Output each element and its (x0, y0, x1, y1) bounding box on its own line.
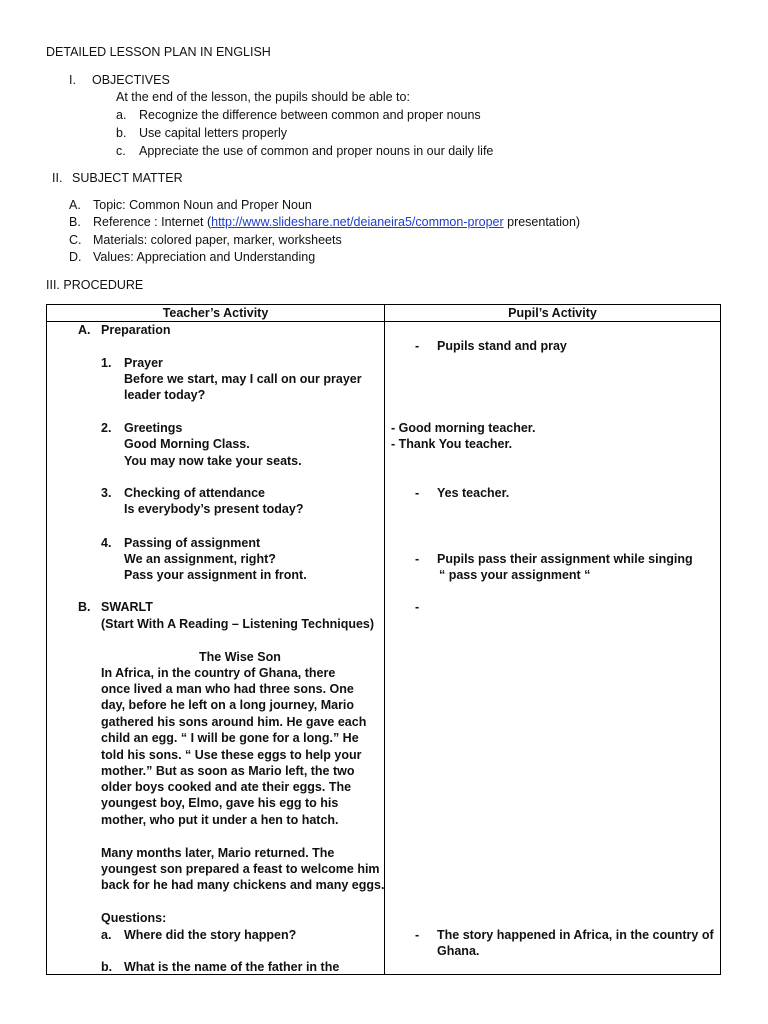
teacher-activity-header: Teacher’s Activity (162, 306, 269, 320)
prayer-number: 1. (101, 356, 112, 370)
pupil-activity-header: Pupil’s Activity (508, 306, 597, 320)
assignment-line-1: We an assignment, right? (124, 552, 276, 566)
pupil-assignment-dash: - (415, 552, 420, 566)
prayer-label: Prayer (124, 356, 163, 370)
reference-line (93, 214, 580, 230)
section-numeral-2: II. (52, 171, 63, 185)
objectives-heading: OBJECTIVES (92, 73, 170, 87)
prayer-line-2: leader today? (124, 388, 206, 402)
objective-item-c: Appreciate the use of common and proper nouns in our daily life (139, 144, 494, 158)
subject-matter-heading: SUBJECT MATTER (72, 171, 183, 185)
pupil-attendance-dash: - (415, 486, 420, 500)
story-line: youngest boy, Elmo, gave his egg to his (101, 796, 339, 810)
attendance-label: Checking of attendance (124, 486, 265, 500)
question-b-letter: b. (101, 960, 113, 974)
assignment-number: 4. (101, 536, 112, 550)
pupil-greeting-response-1: - Good morning teacher. (391, 421, 536, 435)
story-line: older boys cooked and ate their eggs. The (101, 780, 352, 794)
story-line: mother.” But as soon as Mario left, the two (101, 764, 355, 778)
story-line: told his sons. “ Use these eggs to help your (101, 748, 362, 762)
objectives-intro: At the end of the lesson, the pupils should be able to: (116, 90, 410, 104)
greetings-number: 2. (101, 421, 112, 435)
objective-letter-b: b. (116, 126, 127, 140)
objective-item-a: Recognize the difference between common and proper nouns (139, 108, 481, 122)
story-title: The Wise Son (199, 650, 281, 664)
story-line: back for he had many chickens and many eggs. (101, 878, 385, 892)
attendance-line-1: Is everybody’s present today? (124, 502, 304, 516)
procedure-table (46, 304, 721, 975)
preparation-letter: A. (78, 323, 91, 337)
reference-link[interactable]: http://www.slideshare.net/deianeira5/common-proper (211, 215, 504, 229)
materials-letter: C. (69, 233, 82, 247)
greetings-label: Greetings (124, 421, 183, 435)
story-line: day, before he left on a long journey, Mario (101, 698, 355, 712)
story-line: Many months later, Mario returned. The (101, 846, 335, 860)
page-title: DETAILED LESSON PLAN IN ENGLISH (46, 45, 271, 59)
pupil-greeting-response-2: - Thank You teacher. (391, 437, 513, 451)
story-line: once lived a man who had three sons. One (101, 682, 354, 696)
prayer-line-1: Before we start, may I call on our prayer (124, 372, 362, 386)
topic-letter: A. (69, 198, 81, 212)
story-line: In Africa, in the country of Ghana, there (101, 666, 336, 680)
topic-text: Topic: Common Noun and Proper Noun (93, 198, 312, 212)
swarlt-subtitle: (Start With A Reading – Listening Techniques) (101, 617, 375, 631)
story-line: child an egg. “ I will be gone for a long.” He (101, 731, 359, 745)
question-b: What is the name of the father in the (124, 960, 340, 974)
objective-letter-c: c. (116, 144, 126, 158)
swarlt-label: SWARLT (101, 600, 153, 614)
pupil-assignment-response-2: “ pass your assignment “ (439, 568, 591, 582)
questions-label: Questions: (101, 911, 167, 925)
question-a-letter: a. (101, 928, 112, 942)
greetings-line-1: Good Morning Class. (124, 437, 250, 451)
pupil-prayer-response: Pupils stand and pray (437, 339, 567, 353)
values-letter: D. (69, 250, 82, 264)
reference-letter: B. (69, 215, 81, 229)
story-line: youngest son prepared a feast to welcome him (101, 862, 380, 876)
procedure-heading: III. PROCEDURE (46, 278, 144, 292)
question-a: Where did the story happen? (124, 928, 297, 942)
pupil-prayer-dash: - (415, 339, 420, 353)
pupil-answer-line-1: The story happened in Africa, in the country of (437, 928, 714, 942)
materials-text: Materials: colored paper, marker, worksheets (93, 233, 342, 247)
pupil-attendance-response: Yes teacher. (437, 486, 510, 500)
reference-suffix: presentation) (503, 215, 581, 229)
pupil-answer-line-2: Ghana. (437, 944, 480, 958)
greetings-line-2: You may now take your seats. (124, 454, 302, 468)
section-numeral-1: I. (69, 73, 76, 87)
assignment-line-2: Pass your assignment in front. (124, 568, 307, 582)
reference-prefix: Reference : Internet ( (93, 215, 212, 229)
objective-item-b: Use capital letters properly (139, 126, 287, 140)
values-text: Values: Appreciation and Understanding (93, 250, 316, 264)
swarlt-letter: B. (78, 600, 91, 614)
story-line: mother, who put it under a hen to hatch. (101, 813, 339, 827)
pupil-assignment-response-1: Pupils pass their assignment while singing (437, 552, 693, 566)
attendance-number: 3. (101, 486, 112, 500)
pupil-answer-dash: - (415, 928, 420, 942)
preparation-label: Preparation (101, 323, 171, 337)
objective-letter-a: a. (116, 108, 127, 122)
story-line: gathered his sons around him. He gave each (101, 715, 367, 729)
table-column-divider (384, 305, 385, 974)
assignment-label: Passing of assignment (124, 536, 261, 550)
pupil-swarlt-dash: - (415, 600, 420, 614)
